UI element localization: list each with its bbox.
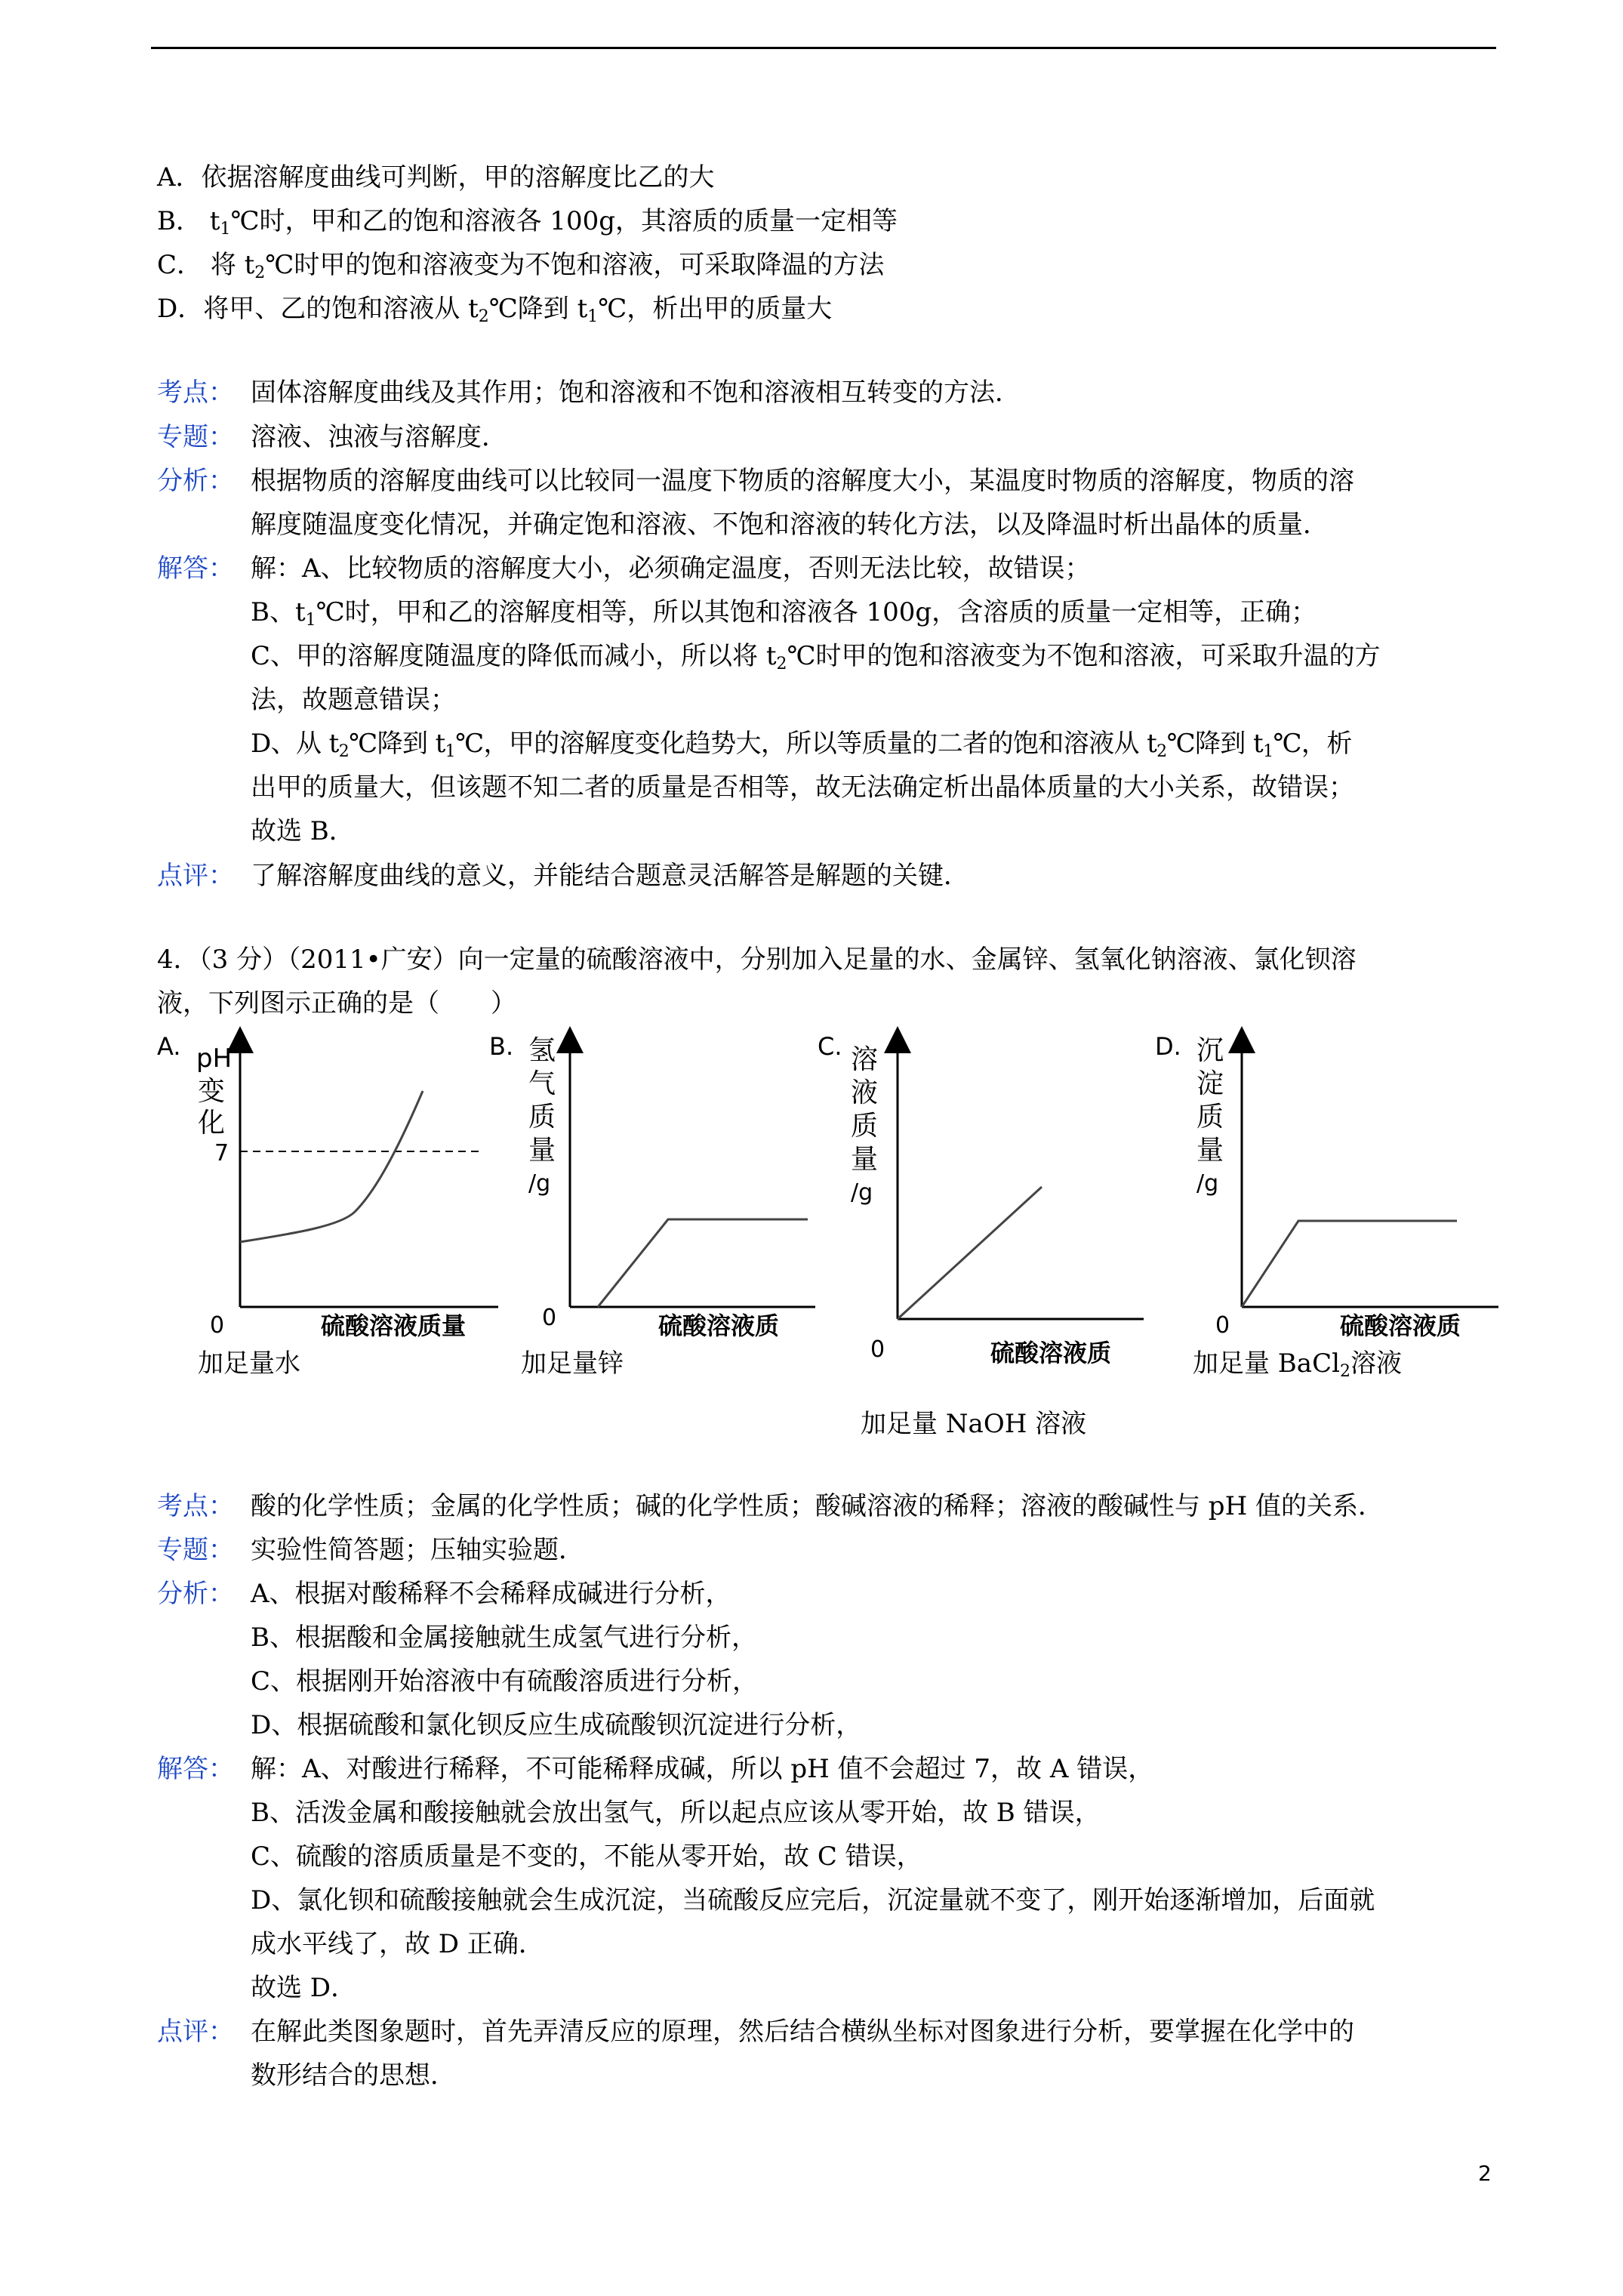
graph-b — [483, 1023, 830, 1348]
y-axis-label: 量 — [528, 1135, 556, 1166]
option-c: C． 将 $t_2℃$时甲的饱和溶液变为不饱和溶液，可采取降温的方法 — [157, 250, 885, 282]
x-axis-label: 硫酸溶液质量 — [321, 1311, 467, 1340]
jieda-label: 解答： — [157, 553, 234, 584]
option-b: B． $t_1℃$时，甲和乙的饱和溶液各 100g，其溶质的质量一定相等 — [157, 206, 898, 239]
fenxi-label: 分析： — [157, 1579, 234, 1609]
zhuanti-text: 实验性简答题；压轴实验题． — [251, 1535, 584, 1565]
origin-label: 0 — [870, 1336, 885, 1363]
fenxi-line: 解度随温度变化情况，并确定饱和溶液、不饱和溶液的转化方法，以及降温时析出晶体的质量． — [251, 510, 1329, 540]
graph-c — [812, 1023, 1159, 1378]
dianping-label: 点评： — [157, 2017, 234, 2047]
jieda-line: 故选 B． — [251, 816, 355, 846]
graph-d-caption: 加足量 BaCl$_2$溶液 — [1193, 1348, 1402, 1381]
graph-a — [151, 1023, 498, 1348]
jieda-line: C、硫酸的溶质质量是不变的，不能从零开始，故 C 错误， — [251, 1841, 922, 1872]
fenxi-line: B、根据酸和金属接触就生成氢气进行分析， — [251, 1623, 757, 1653]
y-axis-label: 液 — [851, 1077, 879, 1108]
y-axis-label: /g — [1196, 1170, 1219, 1197]
x-axis-label: 硫酸溶液质 — [1340, 1311, 1461, 1340]
graph-b-letter: B. — [489, 1032, 514, 1061]
fenxi-label: 分析： — [157, 466, 234, 496]
fenxi-line: D、根据硫酸和氯化钡反应生成硫酸钡沉淀进行分析， — [251, 1710, 862, 1740]
y-axis-label: 量 — [1196, 1135, 1224, 1166]
graph-c-letter: C. — [818, 1032, 842, 1061]
hydrogen-line — [598, 1219, 808, 1307]
jieda-line: D、氯化钡和硫酸接触就会生成沉淀，当硫酸反应完后，沉淀量就不变了，刚开始逐渐增加，后面就 — [251, 1885, 1375, 1915]
graph-b-caption: 加足量锌 — [521, 1348, 624, 1379]
solution-mass-line — [898, 1187, 1042, 1319]
dianping-line: 数形结合的思想． — [251, 2060, 456, 2091]
page-number: 2 — [1478, 2161, 1492, 2186]
origin-label: 0 — [210, 1312, 225, 1339]
jieda-label: 解答： — [157, 1754, 234, 1784]
graph-a-letter: A. — [157, 1032, 181, 1061]
y-axis-label: pH — [196, 1043, 233, 1074]
y-axis-label: 质 — [528, 1102, 556, 1133]
y-tick-7: 7 — [214, 1140, 229, 1166]
jieda-line: 故选 D． — [251, 1973, 357, 2003]
y-axis-label: 沉 — [1196, 1035, 1224, 1066]
kaodian-text: 固体溶解度曲线及其作用；饱和溶液和不饱和溶液相互转变的方法． — [251, 378, 1021, 408]
jieda-line: 解：A、对酸进行稀释，不可能稀释成碱，所以 pH 值不会超过 7，故 A 错误， — [251, 1754, 1154, 1784]
header-rule — [151, 47, 1496, 49]
origin-label: 0 — [542, 1305, 557, 1331]
graph-c-caption: 加足量 NaOH 溶液 — [861, 1409, 1087, 1439]
jieda-line: B、活泼金属和酸接触就会放出氢气，所以起点应该从零开始，故 B 错误， — [251, 1798, 1101, 1828]
fenxi-line: 根据物质的溶解度曲线可以比较同一温度下物质的溶解度大小，某温度时物质的溶解度，物质的溶 — [251, 466, 1354, 496]
zhuanti-label: 专题： — [157, 422, 234, 452]
option-d: D．将甲、乙的饱和溶液从 $t_2℃$降到 $t_1℃$，析出甲的质量大 — [157, 294, 833, 326]
precipitate-line — [1242, 1221, 1457, 1307]
jieda-line: B、$t_1℃$时，甲和乙的溶解度相等，所以其饱和溶液各 100g，含溶质的质量一定相等，正确； — [251, 597, 1317, 630]
y-axis-label: /g — [528, 1170, 551, 1197]
y-axis-label: 质 — [1196, 1102, 1224, 1133]
dianping-text: 了解溶解度曲线的意义，并能结合题意灵活解答是解题的关键． — [251, 861, 969, 891]
y-axis-label: 化 — [198, 1108, 226, 1139]
graph-a-caption: 加足量水 — [198, 1348, 300, 1379]
y-axis-label: 气 — [528, 1068, 556, 1099]
question-stem: 液，下列图示正确的是（ ） — [157, 988, 516, 1019]
kaodian-label: 考点： — [157, 1491, 234, 1521]
kaodian-text: 酸的化学性质；金属的化学性质；碱的化学性质；酸碱溶液的稀释；溶液的酸碱性与 pH 值的关系． — [251, 1491, 1384, 1521]
zhuanti-label: 专题： — [157, 1535, 234, 1565]
fenxi-line: A、根据对酸稀释不会稀释成碱进行分析， — [251, 1579, 731, 1609]
curve — [240, 1091, 423, 1242]
jieda-line: 出甲的质量大，但该题不知二者的质量是否相等，故无法确定析出晶体质量的大小关系，故错误； — [251, 772, 1354, 803]
jieda-line: C、甲的溶解度随温度的降低而减小，所以将 $t_2℃$时甲的饱和溶液变为不饱和溶液，可采取升温的方 — [251, 641, 1381, 673]
fenxi-line: C、根据刚开始溶液中有硫酸溶质进行分析， — [251, 1666, 759, 1697]
graph-d-letter: D. — [1155, 1032, 1181, 1061]
jieda-line: 解：A、比较物质的溶解度大小，必须确定温度，否则无法比较，故错误； — [251, 553, 1091, 584]
dianping-label: 点评： — [157, 861, 234, 891]
question-stem: 4．（3 分）（2011•广安）向一定量的硫酸溶液中，分别加入足量的水、金属锌、氢氧化钠溶液、氯化钡溶 — [157, 945, 1357, 975]
option-a: A．依据溶解度曲线可判断，甲的溶解度比乙的大 — [157, 162, 715, 193]
dianping-line: 在解此类图象题时，首先弄清反应的原理，然后结合横纵坐标对图象进行分析，要掌握在化学中的 — [251, 2017, 1354, 2047]
zhuanti-text: 溶液、浊液与溶解度． — [251, 422, 507, 452]
kaodian-label: 考点： — [157, 378, 234, 408]
jieda-line: 成水平线了，故 D 正确． — [251, 1929, 544, 1959]
y-axis-label: /g — [851, 1179, 873, 1206]
y-axis-label: 量 — [851, 1144, 879, 1175]
y-axis-label: 质 — [851, 1111, 879, 1142]
y-axis-label: 淀 — [1196, 1068, 1224, 1099]
y-axis-label: 氢 — [528, 1035, 556, 1066]
x-axis-label: 硫酸溶液质 — [990, 1339, 1112, 1367]
graph-d — [1140, 1023, 1517, 1348]
origin-label: 0 — [1215, 1312, 1230, 1339]
y-axis-label: 溶 — [851, 1044, 879, 1075]
y-axis-label: 变 — [198, 1076, 226, 1107]
jieda-line: D、从 $t_2℃$降到 $t_1℃$，甲的溶解度变化趋势大，所以等质量的二者的饱和溶液从 $t_2℃$降到 $t_1℃$，析 — [251, 729, 1352, 761]
x-axis-label: 硫酸溶液质 — [658, 1311, 780, 1340]
jieda-line: 法，故题意错误； — [251, 685, 456, 715]
